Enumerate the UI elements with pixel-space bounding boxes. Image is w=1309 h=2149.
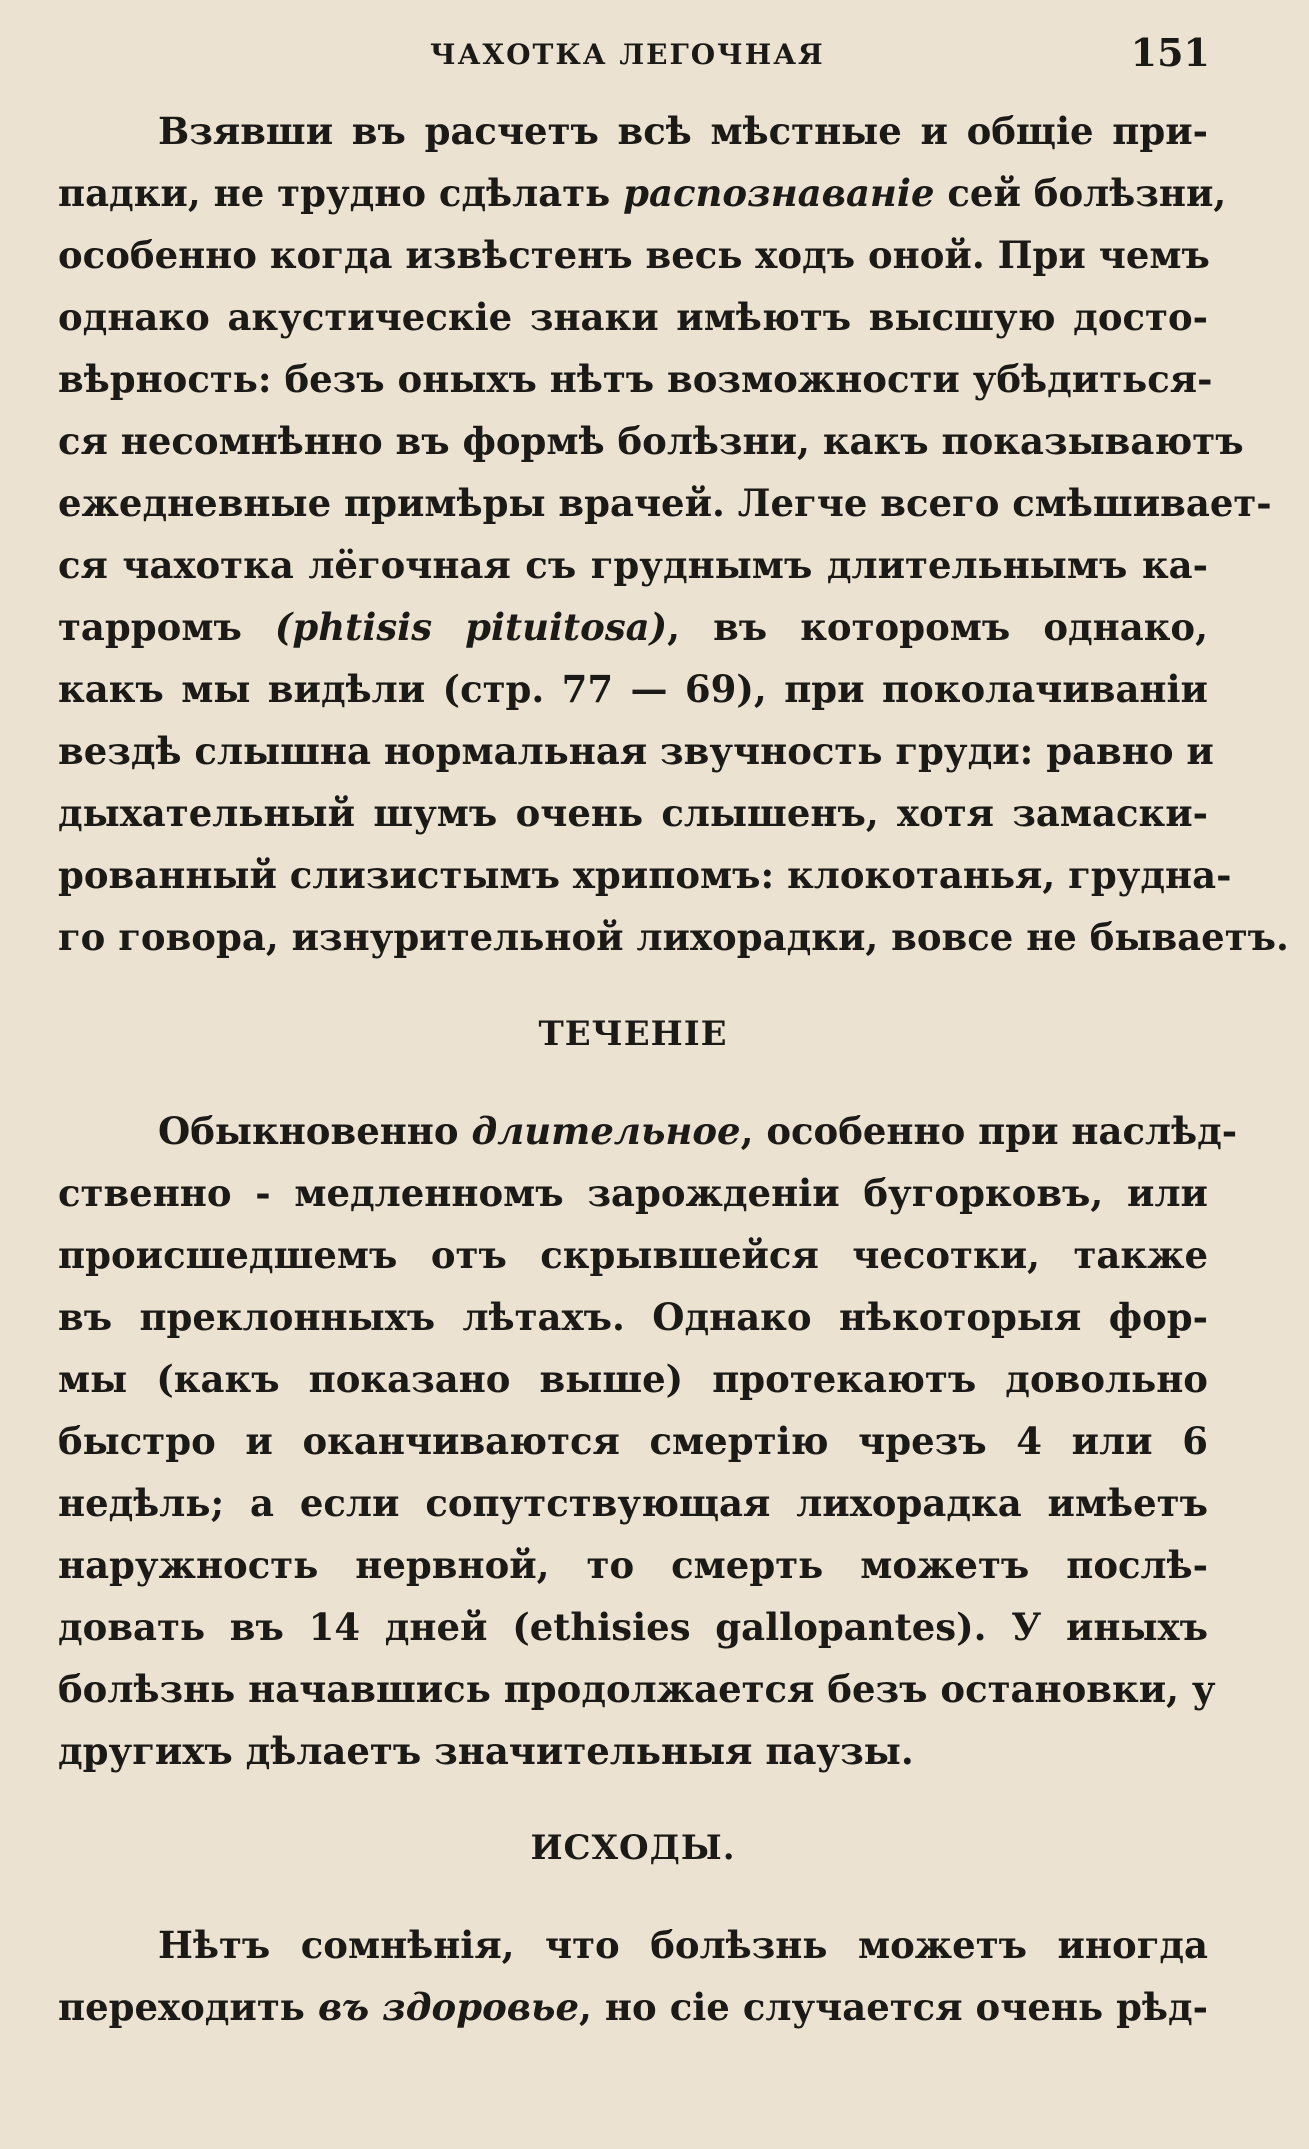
text-line: ежедневные примѣры врачей. Легче всего смѣшивает- bbox=[58, 481, 1272, 525]
text-line: Нѣтъ сомнѣнія, что болѣзнь можетъ иногда bbox=[158, 1923, 1208, 1967]
running-head: ЧАХОТКА ЛЕГОЧНАЯ bbox=[430, 38, 825, 71]
text-line: другихъ дѣлаетъ значительныя паузы. bbox=[58, 1729, 914, 1773]
text-line: рованный слизистымъ хрипомъ: клокотанья, грудна- bbox=[58, 853, 1232, 897]
text-line: ся несомнѣнно въ формѣ болѣзни, какъ показываютъ bbox=[58, 419, 1244, 463]
page-number: 151 bbox=[1130, 30, 1210, 75]
text-line: особенно когда извѣстенъ весь ходъ оной. При чемъ bbox=[58, 233, 1210, 277]
body-text bbox=[58, 100, 1289, 2038]
text-line: мы (какъ показано выше) протекаютъ довольно bbox=[58, 1357, 1208, 1401]
section-heading: ТЕЧЕНІЕ bbox=[538, 1014, 728, 1054]
text-line: вѣрность: безъ оныхъ нѣтъ возможности убѣдиться- bbox=[58, 357, 1213, 401]
emphasis: (phtisis pituitosa) bbox=[274, 605, 668, 649]
text-line: какъ мы видѣли (стр. 77 — 69), при поколачиваніи bbox=[58, 667, 1208, 711]
text-line: дыхательный шумъ очень слышенъ, хотя замаски- bbox=[58, 791, 1208, 835]
text-line: происшедшемъ отъ скрывшейся чесотки, также bbox=[58, 1233, 1208, 1277]
text-line: однако акустическіе знаки имѣютъ высшую досто- bbox=[58, 295, 1208, 339]
text-line: го говора, изнурительной лихорадки, вовсе не бываетъ. bbox=[58, 915, 1289, 959]
text-line: недѣль; а если сопутствующая лихорадка имѣетъ bbox=[58, 1481, 1208, 1525]
text-line: быстро и оканчиваются смертію чрезъ 4 или 6 bbox=[58, 1419, 1208, 1463]
text-line: падки, не трудно сдѣлать распознаваніе сей болѣзни, bbox=[58, 171, 1227, 215]
text-line: болѣзнь начавшись продолжается безъ остановки, у bbox=[58, 1667, 1216, 1711]
text-line: въ преклонныхъ лѣтахъ. Однако нѣкоторыя фор- bbox=[58, 1295, 1208, 1339]
section-heading: ИСХОДЫ. bbox=[530, 1828, 736, 1868]
text-line: Обыкновенно длительное, особенно при наслѣд- bbox=[158, 1109, 1238, 1153]
text-line: тарромъ (phtisis pituitosa), въ которомъ однако, bbox=[58, 605, 1208, 649]
text-line: переходить въ здоровье, но сіе случается очень рѣд- bbox=[58, 1985, 1208, 2029]
text-line: Взявши въ расчетъ всѣ мѣстные и общіе при- bbox=[158, 109, 1208, 153]
emphasis: длительное bbox=[471, 1109, 741, 1153]
text-line: наружность нервной, то смерть можетъ послѣ- bbox=[58, 1543, 1208, 1587]
page-header bbox=[60, 30, 1210, 75]
emphasis: въ здоровье bbox=[317, 1985, 579, 2029]
text-line: довать въ 14 дней (ethisies gallopantes). У иныхъ bbox=[58, 1605, 1208, 1649]
emphasis: распознаваніе bbox=[623, 171, 935, 215]
text-line: ственно - медленномъ зарожденіи бугорковъ, или bbox=[58, 1171, 1208, 1215]
text-line: ся чахотка лёгочная съ груднымъ длительнымъ ка- bbox=[58, 543, 1208, 587]
text-line: вездѣ слышна нормальная звучность груди: равно и bbox=[58, 729, 1214, 773]
